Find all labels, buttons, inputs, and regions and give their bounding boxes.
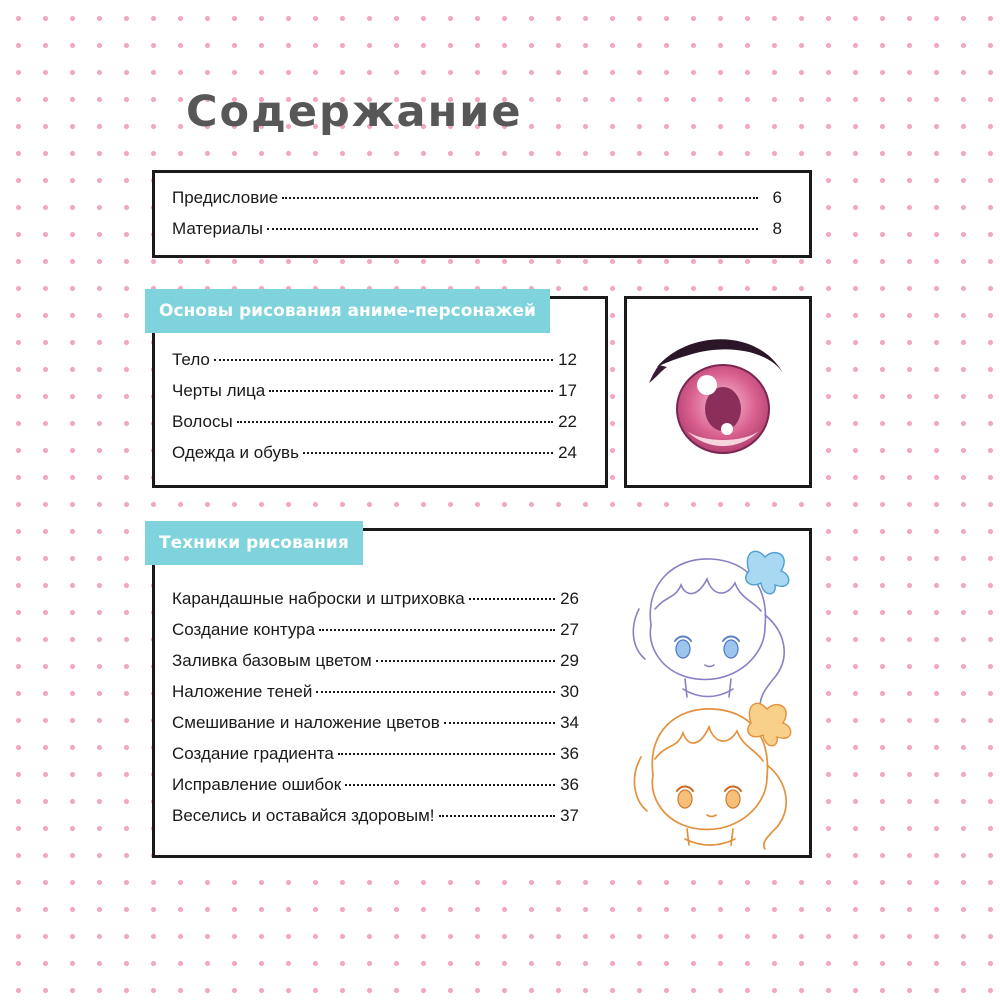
- dot-leader: [469, 598, 555, 600]
- toc-entry-page-number: 36: [560, 775, 579, 794]
- hair-ribbon-blue: [746, 551, 789, 593]
- toc-entry-blending[interactable]: [172, 707, 579, 738]
- toc-entry-page-number: 12: [558, 350, 577, 369]
- toc-entry-pencil-sketches[interactable]: [172, 583, 579, 614]
- sketch-eye-left-orange: [678, 790, 692, 808]
- toc-entry-page-number: 37: [560, 806, 579, 825]
- techniques-toc-list: [172, 583, 579, 831]
- toc-entry-hair[interactable]: [172, 406, 577, 437]
- dot-leader: [237, 421, 553, 423]
- hair-ribbon-orange: [748, 703, 791, 745]
- toc-entry-shading[interactable]: [172, 676, 579, 707]
- dot-leader: [303, 452, 553, 454]
- toc-entry-foreword[interactable]: [172, 182, 782, 213]
- toc-entry-page-number: 30: [560, 682, 579, 701]
- toc-entry-have-fun[interactable]: [172, 800, 579, 831]
- toc-entry-label: Одежда и обувь: [172, 443, 299, 462]
- toc-entry-page-number: 36: [560, 744, 579, 763]
- eyelash-tail: [649, 365, 667, 383]
- sketch-eye-right-blue: [724, 640, 738, 658]
- toc-entry-label: Черты лица: [172, 381, 266, 400]
- dot-leader: [269, 390, 553, 392]
- toc-entry-label: Предисловие: [172, 188, 279, 207]
- eye-illustration-box: [624, 296, 812, 488]
- toc-entry-label: Веселись и оставайся здоровым!: [172, 806, 435, 825]
- toc-entry-label: Наложение теней: [172, 682, 313, 701]
- dot-leader: [214, 359, 553, 361]
- toc-entry-label: Карандашные наброски и штриховка: [172, 589, 465, 608]
- dot-leader: [316, 691, 555, 693]
- anime-eye-illustration: [647, 321, 793, 461]
- dot-leader: [345, 784, 555, 786]
- basics-toc-list: [172, 344, 577, 468]
- toc-entry-label: Волосы: [172, 412, 233, 431]
- basics-section: [152, 296, 608, 488]
- dot-leader: [282, 197, 758, 199]
- techniques-section: [152, 528, 812, 858]
- toc-entry-page-number: 34: [560, 713, 579, 732]
- basics-section-heading: Основы рисования аниме-персонажей: [145, 289, 550, 333]
- toc-entry-gradient[interactable]: [172, 738, 579, 769]
- toc-entry-page-number: 29: [560, 651, 579, 670]
- toc-entry-materials[interactable]: [172, 213, 782, 244]
- anime-girl-heads-sketch: [615, 539, 805, 851]
- eye-highlight-main: [697, 375, 717, 395]
- intro-toc-list: [172, 182, 782, 244]
- page-title: Содержание: [186, 87, 523, 137]
- techniques-section-heading: Техники рисования: [145, 521, 363, 565]
- toc-entry-label: Создание контура: [172, 620, 316, 639]
- toc-entry-label: Исправление ошибок: [172, 775, 342, 794]
- toc-entry-page-number: 24: [558, 443, 577, 462]
- toc-entry-label: Материалы: [172, 219, 264, 238]
- toc-entry-clothing[interactable]: [172, 437, 577, 468]
- toc-entry-facial-features[interactable]: [172, 375, 577, 406]
- toc-entry-page-number: 8: [772, 219, 782, 238]
- eye-highlight-small: [721, 423, 733, 435]
- toc-entry-label: Создание градиента: [172, 744, 334, 763]
- dot-leader: [338, 753, 555, 755]
- toc-entry-label: Тело: [172, 350, 210, 369]
- dot-leader: [319, 629, 555, 631]
- toc-entry-label: Смешивание и наложение цветов: [172, 713, 440, 732]
- dot-leader: [267, 228, 758, 230]
- toc-entry-outline[interactable]: [172, 614, 579, 645]
- toc-entry-base-color[interactable]: [172, 645, 579, 676]
- toc-entry-page-number: 6: [772, 188, 782, 207]
- toc-entry-page-number: 26: [560, 589, 579, 608]
- intro-section: [152, 170, 812, 258]
- toc-entry-page-number: 17: [558, 381, 577, 400]
- toc-entry-fixing-mistakes[interactable]: [172, 769, 579, 800]
- toc-entry-page-number: 27: [560, 620, 579, 639]
- toc-entry-label: Заливка базовым цветом: [172, 651, 372, 670]
- dot-leader: [376, 660, 555, 662]
- dot-leader: [444, 722, 555, 724]
- toc-entry-body[interactable]: [172, 344, 577, 375]
- sketch-eye-right-orange: [726, 790, 740, 808]
- dot-leader: [439, 815, 556, 817]
- toc-entry-page-number: 22: [558, 412, 577, 431]
- sketch-eye-left-blue: [676, 640, 690, 658]
